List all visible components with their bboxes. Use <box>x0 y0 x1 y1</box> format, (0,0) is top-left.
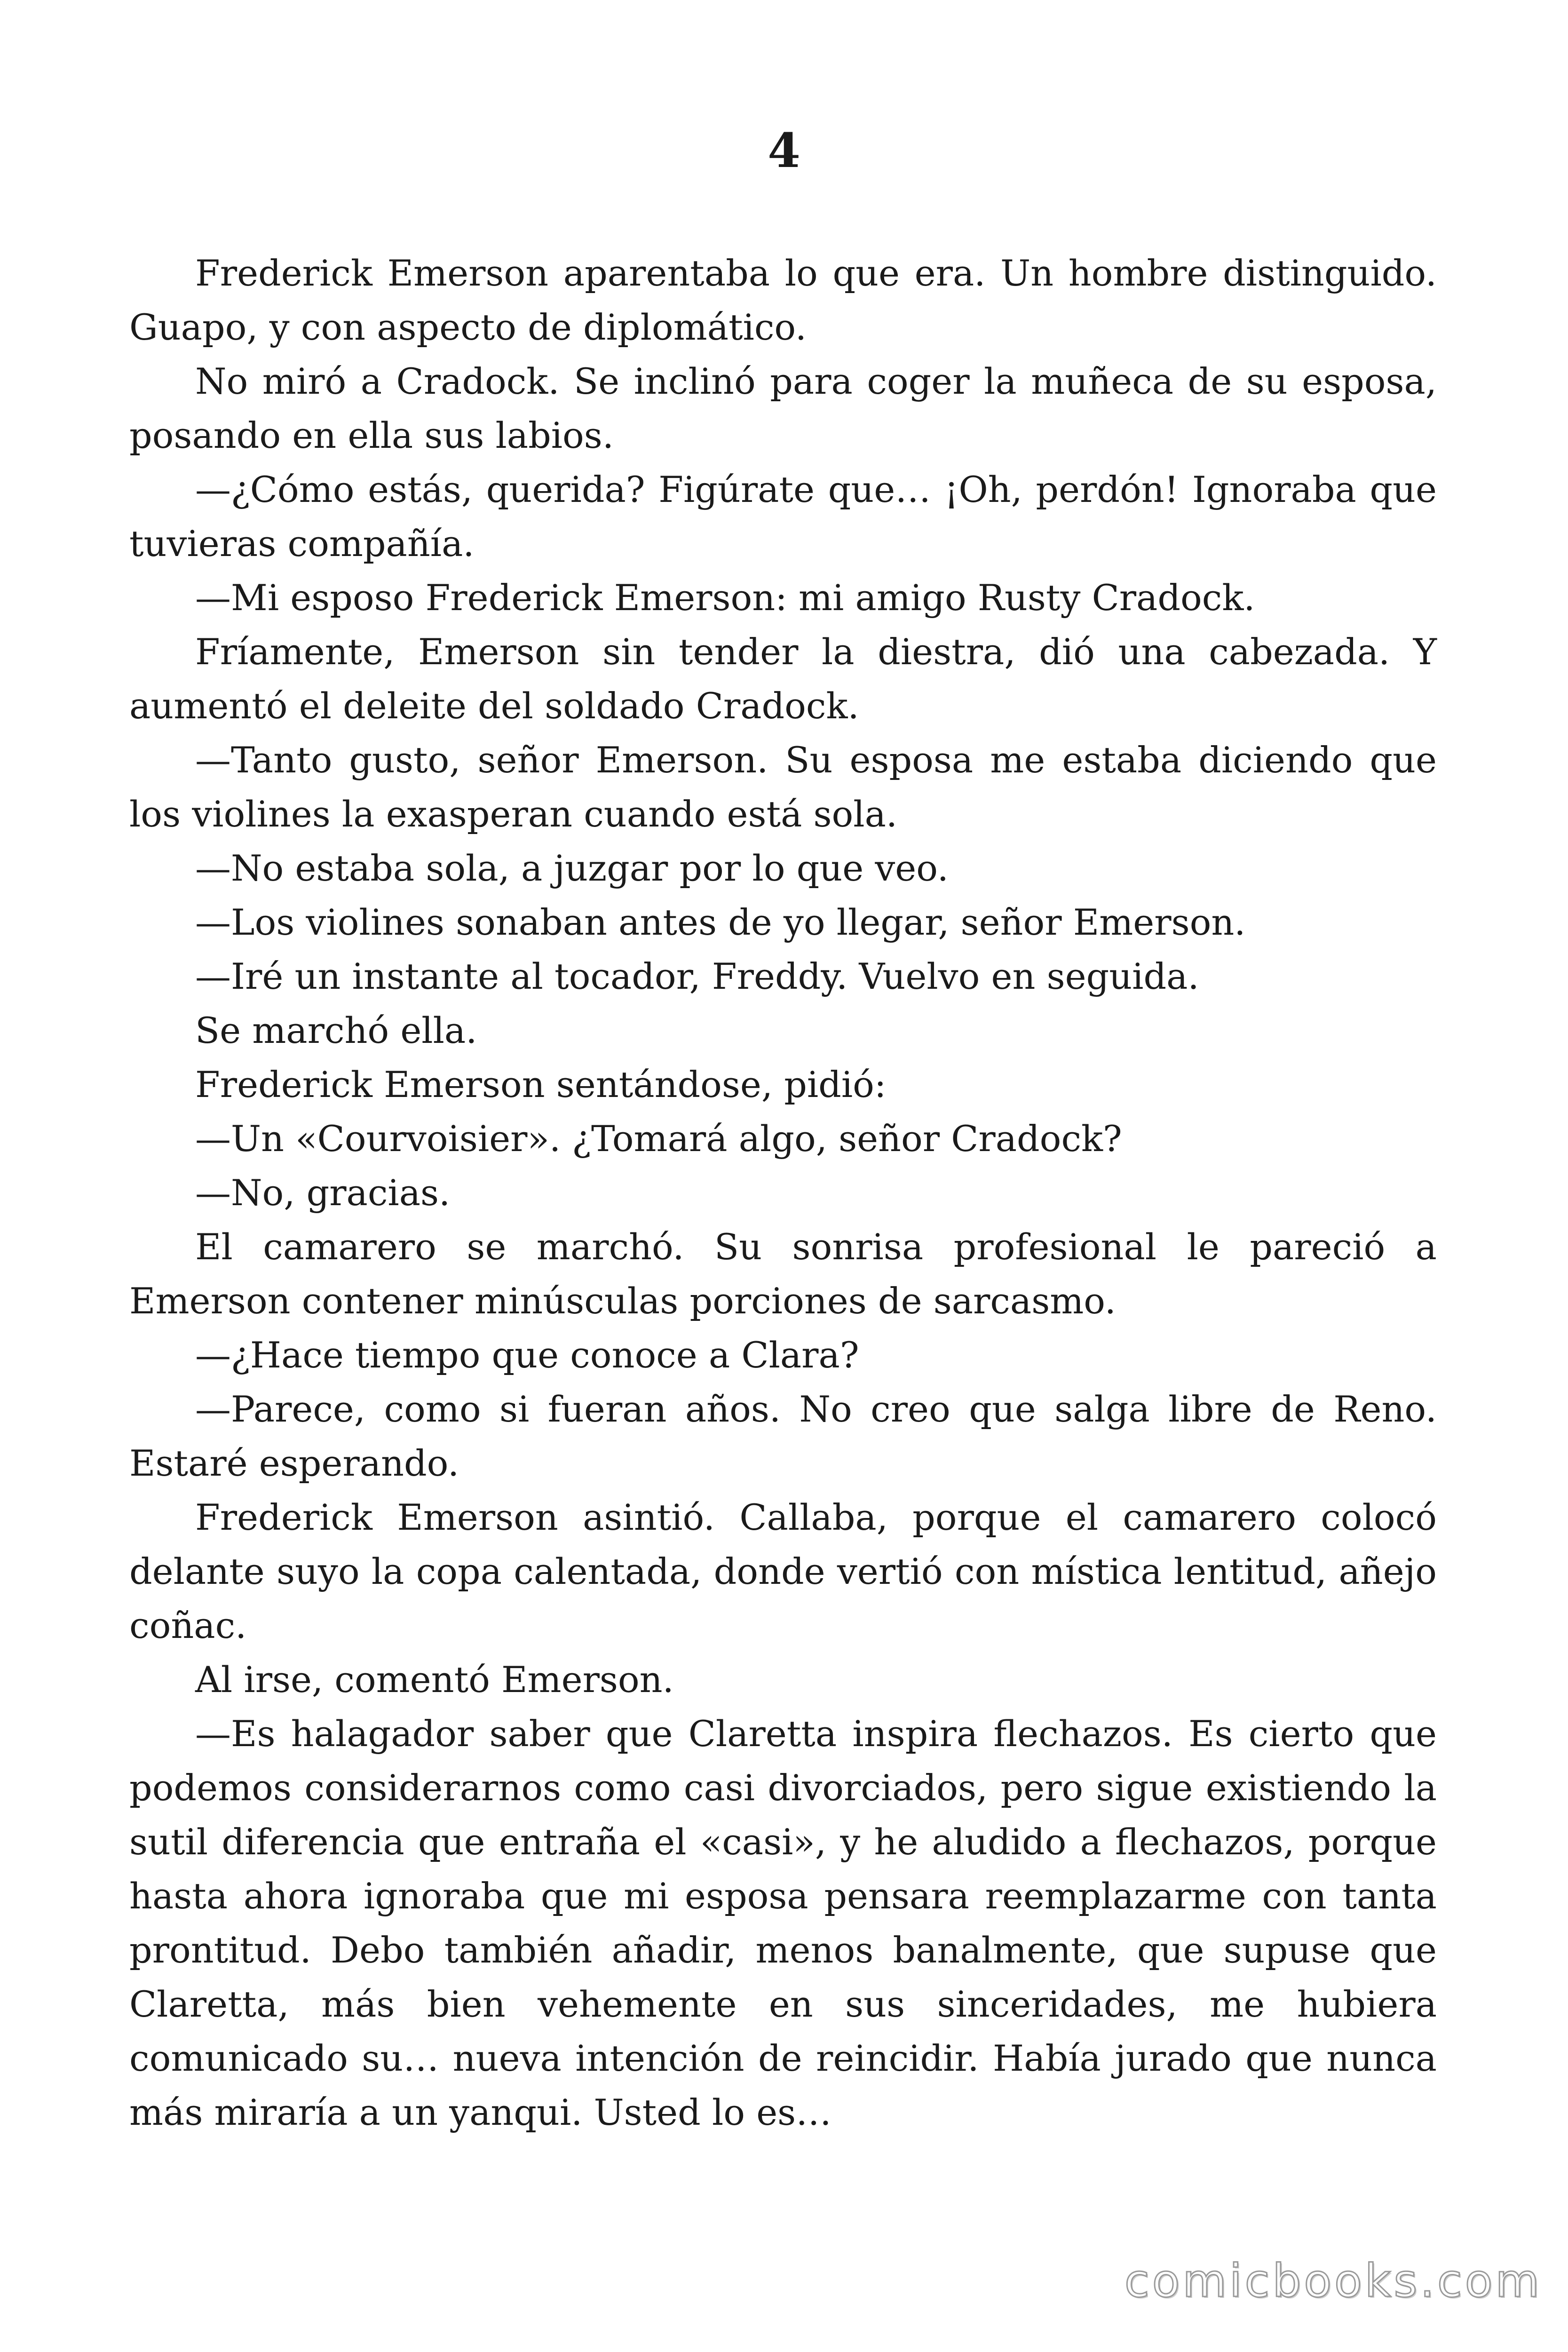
paragraph: Frederick Emerson asintió. Callaba, porque el camarero colocó delante suyo la copa calentada, donde vertió con mística lentitud, añejo coñac. <box>129 1496 1437 1646</box>
paragraph: —Iré un instante al tocador, Freddy. Vuelvo en seguida. <box>195 955 1199 997</box>
paragraph: El camarero se marchó. Su sonrisa profesional le pareció a Emerson contener minúsculas porciones de sarcasmo. <box>129 1226 1437 1322</box>
paragraph: —Es halagador saber que Claretta inspira flechazos. Es cierto que podemos considerarnos como casi divorciados, pero sigue existiendo la sutil diferencia que entraña el «casi», y he aludido a flechazos, porque hasta ahora ignoraba que mi esposa pensara reemplazarme con tanta prontitud. Debo también añadir, menos banalmente, que supuse que Claretta, más bien vehemente en sus sinceridades, me hubiera comunicado su… nueva intención de reincidir. Había jurado que nunca más miraría a un yanqui. Usted lo es… <box>129 1713 1437 2133</box>
paragraph: —Un «Courvoisier». ¿Tomará algo, señor Cradock? <box>195 1118 1122 1160</box>
paragraph: —No, gracias. <box>195 1172 451 1214</box>
paragraph: Fríamente, Emerson sin tender la diestra, dió una cabezada. Y aumentó el deleite del soldado Cradock. <box>129 631 1437 727</box>
paragraph: —Parece, como si fueran años. No creo que salga libre de Reno. Estaré esperando. <box>129 1388 1437 1484</box>
paragraph: —No estaba sola, a juzgar por lo que veo. <box>195 847 949 889</box>
paragraph: —Tanto gusto, señor Emerson. Su esposa me estaba diciendo que los violines la exasperan cuando está sola. <box>129 739 1437 835</box>
paragraph: No miró a Cradock. Se inclinó para coger la muñeca de su esposa, posando en ella sus labios. <box>129 360 1437 456</box>
paragraph: —¿Cómo estás, querida? Figúrate que… ¡Oh, perdón! Ignoraba que tuvieras compañía. <box>129 469 1437 564</box>
paragraph: —Mi esposo Frederick Emerson: mi amigo Rusty Cradock. <box>195 577 1255 619</box>
paragraph: Frederick Emerson aparentaba lo que era. Un hombre distinguido. Guapo, y con aspecto de diplomático. <box>129 252 1437 348</box>
paragraph: —¿Hace tiempo que conoce a Clara? <box>195 1334 859 1376</box>
paragraph: —Los violines sonaban antes de yo llegar, señor Emerson. <box>195 901 1246 943</box>
paragraph: Frederick Emerson sentándose, pidió: <box>195 1064 887 1105</box>
paragraph: Se marchó ella. <box>195 1009 477 1051</box>
chapter-number: 4 <box>768 123 800 178</box>
paragraph: Al irse, comentó Emerson. <box>195 1659 674 1700</box>
watermark-logo: comicbooks.com <box>1124 2255 1542 2307</box>
chapter-text <box>129 246 1437 2139</box>
